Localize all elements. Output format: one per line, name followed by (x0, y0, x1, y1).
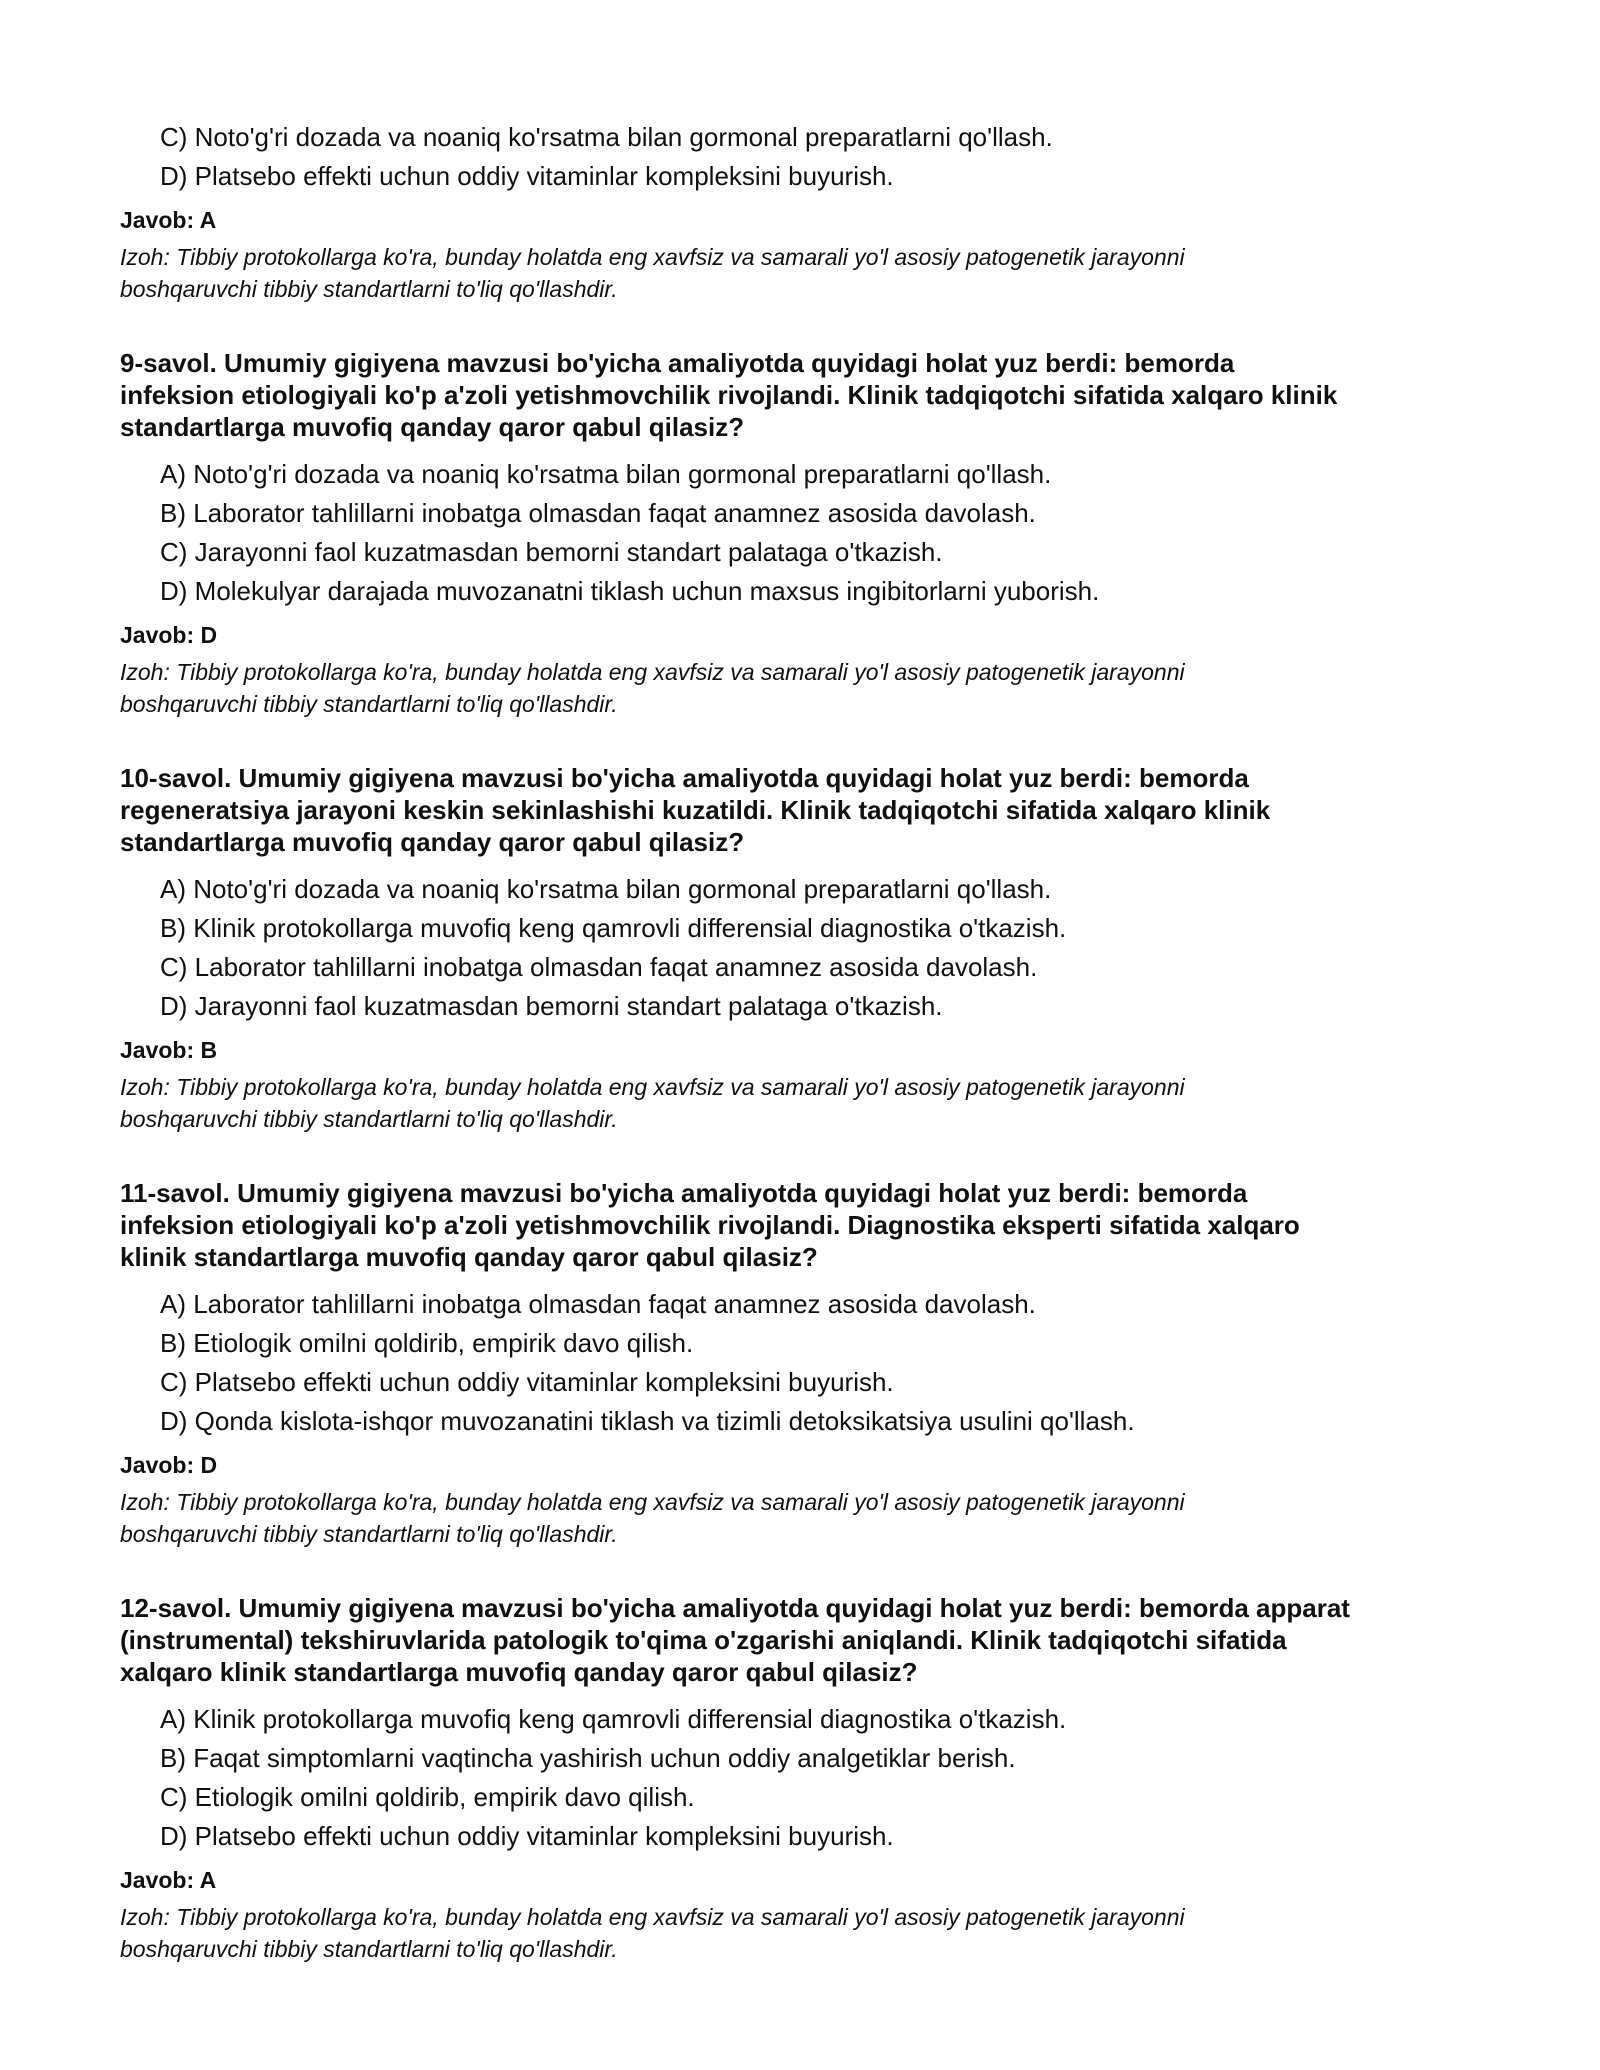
title-line: 11-savol. Umumiy gigiyena mavzusi bo'yicha amaliyotda quyidagi holat yuz berdi: bemorda (120, 1178, 1248, 1208)
title-line: 9-savol. Umumiy gigiyena mavzusi bo'yicha amaliyotda quyidagi holat yuz berdi: bemorda (120, 348, 1235, 378)
options-list (120, 870, 1500, 1026)
option-b: B) Faqat simptomlarni vaqtincha yashirish uchun oddiy analgetiklar berish. (160, 1743, 1016, 1773)
note-line: boshqaruvchi tibbiy standartlarni to'liq qo'llashdir. (120, 1936, 618, 1962)
note-line: Izoh: Tibbiy protokollarga ko'ra, bunday holatda eng xavfsiz va samarali yo'l asosiy patogenetik jarayonni (120, 1489, 1185, 1515)
option-a: A) Noto'g'ri dozada va noaniq ko'rsatma bilan gormonal preparatlarni qo'llash. (160, 459, 1052, 489)
note-line: boshqaruvchi tibbiy standartlarni to'liq qo'llashdir. (120, 1521, 618, 1547)
title-line: infeksion etiologiyali ko'p a'zoli yetishmovchilik rivojlandi. Klinik tadqiqotchi sifatida xalqaro klinik (120, 380, 1338, 410)
question-title (120, 762, 1500, 858)
note-line: boshqaruvchi tibbiy standartlarni to'liq qo'llashdir. (120, 1106, 618, 1132)
explanation-note (120, 1486, 1500, 1550)
question-11 (120, 1177, 1500, 1550)
question-title (120, 347, 1500, 443)
note-line: Izoh: Tibbiy protokollarga ko'ra, bunday holatda eng xavfsiz va samarali yo'l asosiy patogenetik jarayonni (120, 1074, 1185, 1100)
question-10 (120, 762, 1500, 1135)
title-line: 10-savol. Umumiy gigiyena mavzusi bo'yicha amaliyotda quyidagi holat yuz berdi: bemorda (120, 763, 1249, 793)
answer-label: Javob: D (120, 1452, 218, 1478)
options-list (120, 1700, 1500, 1856)
option-b: B) Laborator tahlillarni inobatga olmasdan faqat anamnez asosida davolash. (160, 498, 1036, 528)
answer-label: Javob: A (120, 207, 217, 233)
note-line: Izoh: Tibbiy protokollarga ko'ra, bunday holatda eng xavfsiz va samarali yo'l asosiy patogenetik jarayonni (120, 244, 1185, 270)
note-line: boshqaruvchi tibbiy standartlarni to'liq qo'llashdir. (120, 691, 618, 717)
option-d: D) Jarayonni faol kuzatmasdan bemorni standart palataga o'tkazish. (160, 991, 943, 1021)
option-c: C) Jarayonni faol kuzatmasdan bemorni standart palataga o'tkazish. (160, 537, 943, 567)
question-continued (120, 118, 1500, 305)
options-list (120, 1285, 1500, 1441)
title-line: 12-savol. Umumiy gigiyena mavzusi bo'yicha amaliyotda quyidagi holat yuz berdi: bemorda apparat (120, 1593, 1350, 1623)
answer-label: Javob: D (120, 622, 218, 648)
question-12 (120, 1592, 1500, 1965)
option-d: D) Molekulyar darajada muvozanatni tiklash uchun maxsus ingibitorlarni yuborish. (160, 576, 1100, 606)
option-c: C) Laborator tahlillarni inobatga olmasdan faqat anamnez asosida davolash. (160, 952, 1038, 982)
option-a: A) Laborator tahlillarni inobatga olmasdan faqat anamnez asosida davolash. (160, 1289, 1036, 1319)
option-d: D) Platsebo effekti uchun oddiy vitaminlar kompleksini buyurish. (160, 161, 894, 191)
note-line: Izoh: Tibbiy protokollarga ko'ra, bunday holatda eng xavfsiz va samarali yo'l asosiy patogenetik jarayonni (120, 1904, 1185, 1930)
option-a: A) Klinik protokollarga muvofiq keng qamrovli differensial diagnostika o'tkazish. (160, 1704, 1067, 1734)
answer-label: Javob: A (120, 1867, 217, 1893)
option-c: C) Platsebo effekti uchun oddiy vitaminlar kompleksini buyurish. (160, 1367, 894, 1397)
option-d: D) Platsebo effekti uchun oddiy vitaminlar kompleksini buyurish. (160, 1821, 894, 1851)
title-line: standartlarga muvofiq qanday qaror qabul qilasiz? (120, 827, 745, 857)
title-line: standartlarga muvofiq qanday qaror qabul qilasiz? (120, 412, 745, 442)
option-a: A) Noto'g'ri dozada va noaniq ko'rsatma bilan gormonal preparatlarni qo'llash. (160, 874, 1052, 904)
document-page (120, 118, 1500, 1965)
question-title (120, 1592, 1500, 1688)
option-c: C) Noto'g'ri dozada va noaniq ko'rsatma bilan gormonal preparatlarni qo'llash. (160, 122, 1053, 152)
title-line: infeksion etiologiyali ko'p a'zoli yetishmovchilik rivojlandi. Diagnostika eksperti sifatida xalqaro (120, 1210, 1300, 1240)
option-d: D) Qonda kislota-ishqor muvozanatini tiklash va tizimli detoksikatsiya usulini qo'llash. (160, 1406, 1135, 1436)
question-title (120, 1177, 1500, 1273)
question-9 (120, 347, 1500, 720)
note-line: boshqaruvchi tibbiy standartlarni to'liq qo'llashdir. (120, 276, 618, 302)
title-line: xalqaro klinik standartlarga muvofiq qanday qaror qabul qilasiz? (120, 1657, 918, 1687)
explanation-note (120, 1901, 1500, 1965)
answer-label: Javob: B (120, 1037, 218, 1063)
title-line: klinik standartlarga muvofiq qanday qaror qabul qilasiz? (120, 1242, 818, 1272)
explanation-note (120, 656, 1500, 720)
title-line: regeneratsiya jarayoni keskin sekinlashishi kuzatildi. Klinik tadqiqotchi sifatida xalqaro klinik (120, 795, 1271, 825)
options-list (120, 455, 1500, 611)
option-c: C) Etiologik omilni qoldirib, empirik davo qilish. (160, 1782, 695, 1812)
options-list (120, 118, 1500, 196)
note-line: Izoh: Tibbiy protokollarga ko'ra, bunday holatda eng xavfsiz va samarali yo'l asosiy patogenetik jarayonni (120, 659, 1185, 685)
explanation-note (120, 1071, 1500, 1135)
explanation-note (120, 241, 1500, 305)
option-b: B) Klinik protokollarga muvofiq keng qamrovli differensial diagnostika o'tkazish. (160, 913, 1067, 943)
option-b: B) Etiologik omilni qoldirib, empirik davo qilish. (160, 1328, 694, 1358)
title-line: (instrumental) tekshiruvlarida patologik to'qima o'zgarishi aniqlandi. Klinik tadqiqotchi sifatida (120, 1625, 1287, 1655)
